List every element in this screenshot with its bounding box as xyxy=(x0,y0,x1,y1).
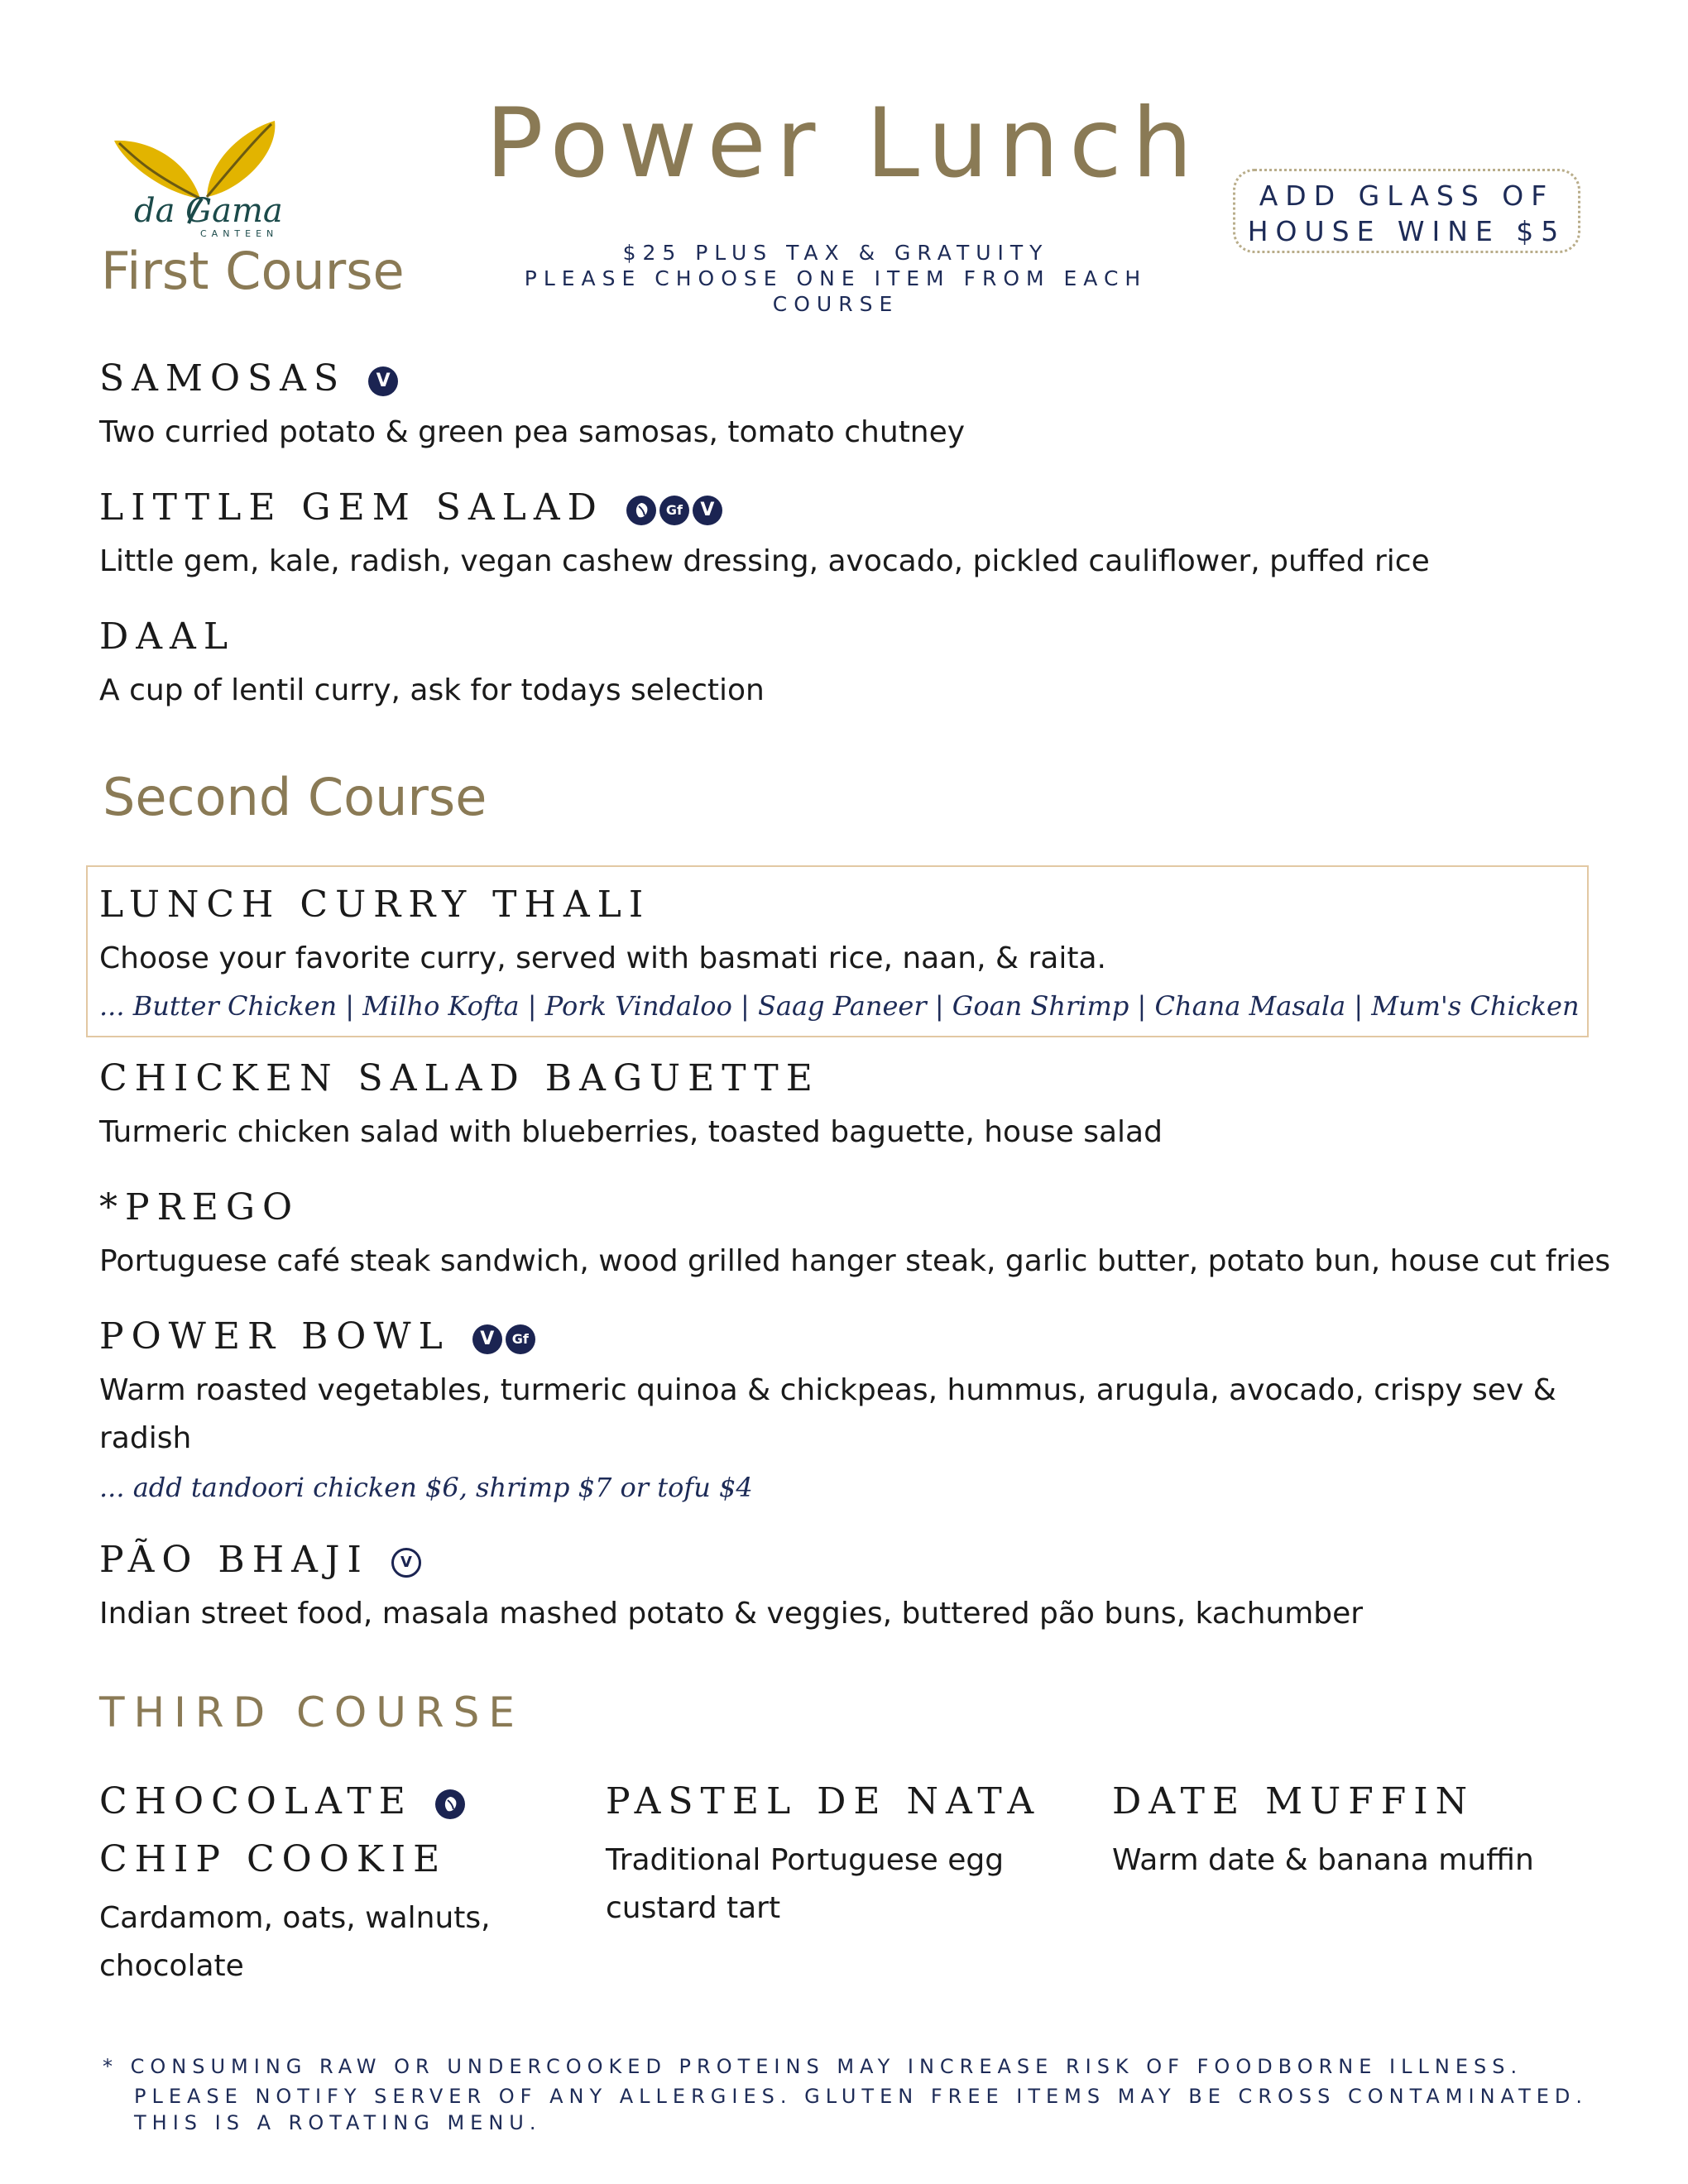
item-pastel-de-nata-name: PASTEL DE NATA xyxy=(606,1780,1042,1822)
vegan-badge-icon: V xyxy=(391,1548,421,1578)
price-line: $25 PLUS TAX & GRATUITY xyxy=(622,241,1049,265)
item-chocolate-chip-cookie-desc xyxy=(99,1894,491,1990)
item-desc-line-2: chocolate xyxy=(99,1949,244,1983)
item-daal-desc: A cup of lentil curry, ask for todays selection xyxy=(99,673,765,707)
item-samosas-name xyxy=(99,356,398,402)
wine-line-2: HOUSE WINE $5 xyxy=(1247,215,1566,247)
wine-offer-box xyxy=(1233,169,1580,253)
third-course-heading: THIRD COURSE xyxy=(99,1688,524,1736)
nut-allergen-badge-icon xyxy=(435,1789,465,1819)
item-name-line-2: CHIP COOKIE xyxy=(99,1838,448,1880)
item-pao-bhaji-desc: Indian street food, masala mashed potato & veggies, buttered pão buns, kachumber xyxy=(99,1597,1364,1631)
item-chicken-salad-baguette-name: CHICKEN SALAD BAGUETTE xyxy=(99,1057,820,1099)
item-desc-line-1: Cardamom, oats, walnuts, xyxy=(99,1901,491,1935)
item-date-muffin-name: DATE MUFFIN xyxy=(1112,1780,1475,1822)
gluten-free-badge-icon: Gf xyxy=(659,496,689,525)
item-little-gem-salad-name xyxy=(99,485,722,531)
item-desc-line-2: custard tart xyxy=(606,1891,781,1925)
item-lunch-curry-thali-note: ... Butter Chicken | Milho Kofta | Pork Vindaloo | Saag Paneer | Goan Shrimp | Chana Masala | Mum's Chicken xyxy=(99,990,1580,1022)
item-prego-name: *PREGO xyxy=(99,1186,300,1228)
footer-line-3: THIS IS A ROTATING MENU. xyxy=(134,2111,542,2134)
item-name-line-1: CHOCOLATE xyxy=(99,1780,413,1822)
svg-text:da Gama: da Gama xyxy=(134,192,283,230)
vegan-badge-icon: V xyxy=(693,496,722,525)
item-power-bowl-desc-line-2: radish xyxy=(99,1421,192,1455)
item-power-bowl-name xyxy=(99,1314,535,1360)
wine-line-1: ADD GLASS OF xyxy=(1259,180,1555,212)
item-chocolate-chip-cookie-name xyxy=(99,1779,465,1883)
item-date-muffin-desc: Warm date & banana muffin xyxy=(1112,1843,1534,1877)
item-lunch-curry-thali-desc: Choose your favorite curry, served with basmati rice, naan, & raita. xyxy=(99,941,1106,975)
footer-line-1: * CONSUMING RAW OR UNDERCOOKED PROTEINS MAY INCREASE RISK OF FOODBORNE ILLNESS. xyxy=(103,2055,1523,2078)
item-pao-bhaji-name xyxy=(99,1537,421,1583)
item-prego-desc: Portuguese café steak sandwich, wood grilled hanger steak, garlic butter, potato bun, house cut fries xyxy=(99,1244,1611,1278)
item-power-bowl-note: ... add tandoori chicken $6, shrimp $7 or tofu $4 xyxy=(99,1472,753,1503)
item-name-text: SAMOSAS xyxy=(99,357,347,400)
svg-text:CANTEEN: CANTEEN xyxy=(200,228,279,239)
first-course-heading: First Course xyxy=(101,241,405,301)
item-pastel-de-nata-desc xyxy=(606,1837,1004,1933)
item-name-text: LITTLE GEM SALAD xyxy=(99,486,604,529)
item-little-gem-salad-desc: Little gem, kale, radish, vegan cashew dressing, avocado, pickled cauliflower, puffed rice xyxy=(99,544,1430,578)
item-daal-name: DAAL xyxy=(99,615,236,658)
page-title: Power Lunch xyxy=(485,88,1203,199)
item-power-bowl-desc-line-1: Warm roasted vegetables, turmeric quinoa & chickpeas, hummus, arugula, avocado, crispy sev & xyxy=(99,1373,1556,1407)
second-course-heading: Second Course xyxy=(103,767,487,827)
price-info xyxy=(463,240,1208,317)
gluten-free-badge-icon: Gf xyxy=(506,1324,535,1354)
item-samosas-desc: Two curried potato & green pea samosas, tomato chutney xyxy=(99,415,966,449)
choose-line: PLEASE CHOOSE ONE ITEM FROM EACH COURSE xyxy=(524,266,1148,316)
item-chicken-salad-baguette-desc: Turmeric chicken salad with blueberries, toasted baguette, house salad xyxy=(99,1115,1163,1149)
footer-line-2: PLEASE NOTIFY SERVER OF ANY ALLERGIES. GLUTEN FREE ITEMS MAY BE CROSS CONTAMINATED. xyxy=(134,2085,1589,2108)
item-lunch-curry-thali-name: LUNCH CURRY THALI xyxy=(99,884,651,926)
item-desc-line-1: Traditional Portuguese egg xyxy=(606,1843,1005,1877)
item-name-text: PÃO BHAJI xyxy=(99,1539,369,1581)
item-name-text: POWER BOWL xyxy=(99,1315,450,1358)
item-power-bowl-desc xyxy=(99,1367,1556,1463)
vegan-badge-icon: V xyxy=(368,366,398,396)
vegan-badge-icon: V xyxy=(472,1324,502,1354)
nut-allergen-badge-icon xyxy=(626,496,656,525)
